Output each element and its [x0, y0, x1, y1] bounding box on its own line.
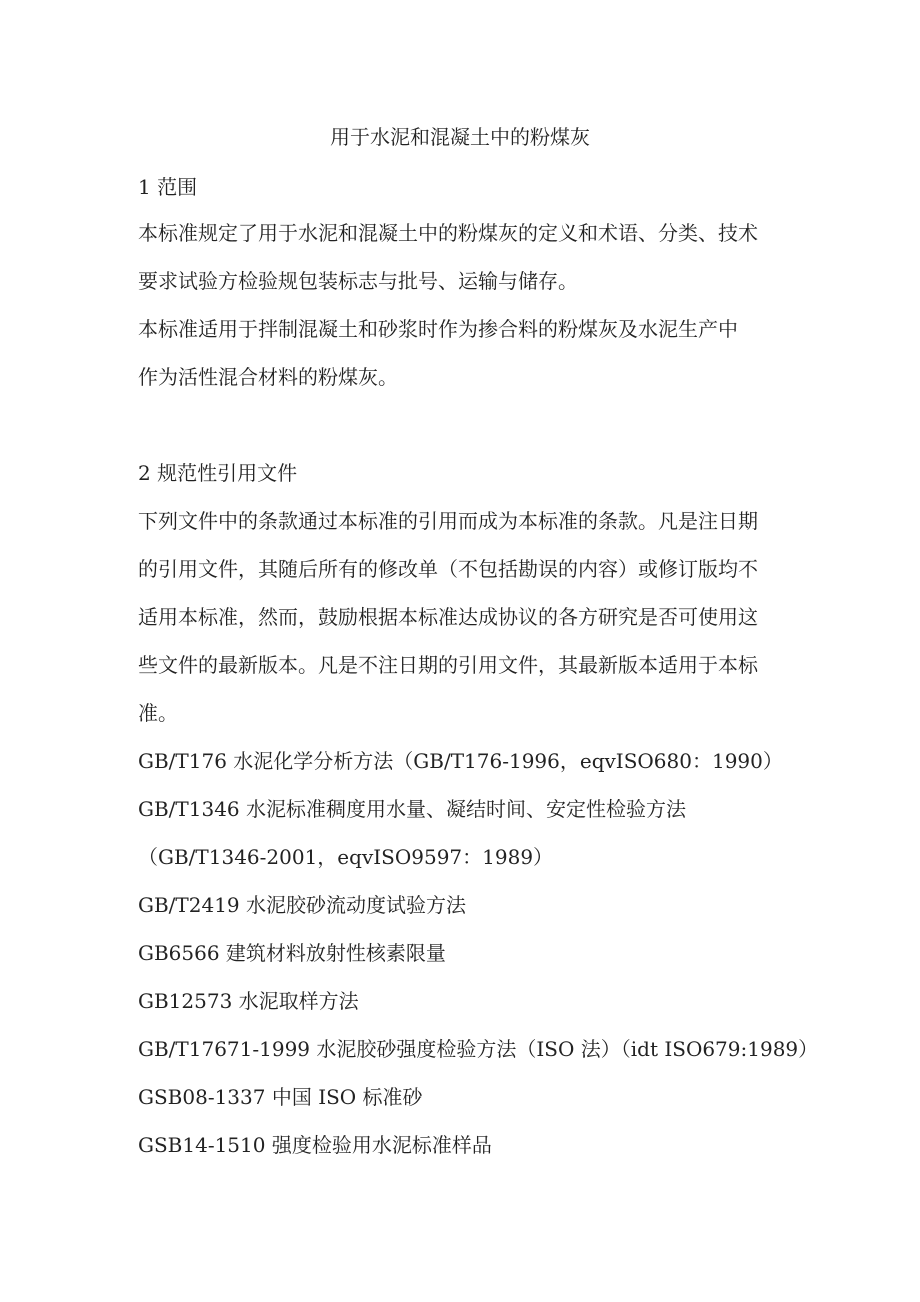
- reference-item: GB/T2419 水泥胶砂流动度试验方法: [138, 893, 467, 917]
- section-1-paragraph-1-line-1: 本标准规定了用于水泥和混凝土中的粉煤灰的定义和术语、分类、技术: [138, 221, 758, 245]
- reference-item: GB/T176 水泥化学分析方法（GB/T176-1996，eqvISO680：1990）: [138, 749, 783, 773]
- section-2-paragraph-line-1: 下列文件中的条款通过本标准的引用而成为本标准的条款。凡是注日期: [138, 509, 758, 533]
- reference-item: GSB14-1510 强度检验用水泥标准样品: [138, 1133, 492, 1157]
- reference-item: GB/T17671-1999 水泥胶砂强度检验方法（ISO 法）（idt ISO679:1989）: [138, 1037, 819, 1061]
- document-title: 用于水泥和混凝土中的粉煤灰: [330, 125, 590, 149]
- section-2-paragraph-line-3: 适用本标准，然而，鼓励根据本标准达成协议的各方研究是否可使用这: [138, 605, 758, 629]
- section-1-heading: 1 范围: [138, 175, 198, 199]
- reference-item: GB/T1346 水泥标准稠度用水量、凝结时间、安定性检验方法: [138, 797, 687, 821]
- section-2-heading: 2 规范性引用文件: [138, 461, 298, 485]
- reference-item: GB6566 建筑材料放射性核素限量: [138, 941, 446, 965]
- section-2-paragraph-line-2: 的引用文件，其随后所有的修改单（不包括勘误的内容）或修订版均不: [138, 557, 758, 581]
- reference-item: GSB08-1337 中国 ISO 标准砂: [138, 1085, 423, 1109]
- section-1-paragraph-2-line-2: 作为活性混合材料的粉煤灰。: [138, 365, 398, 389]
- section-1-paragraph-2-line-1: 本标准适用于拌制混凝土和砂浆时作为掺合料的粉煤灰及水泥生产中: [138, 317, 738, 341]
- section-2-paragraph-line-4: 些文件的最新版本。凡是不注日期的引用文件，其最新版本适用于本标: [138, 653, 758, 677]
- reference-item: GB12573 水泥取样方法: [138, 989, 359, 1013]
- section-2-paragraph-line-5: 准。: [138, 701, 178, 725]
- reference-item: （GB/T1346-2001，eqvISO9597：1989）: [138, 845, 554, 869]
- section-1-paragraph-1-line-2: 要求试验方检验规包装标志与批号、运输与储存。: [138, 269, 578, 293]
